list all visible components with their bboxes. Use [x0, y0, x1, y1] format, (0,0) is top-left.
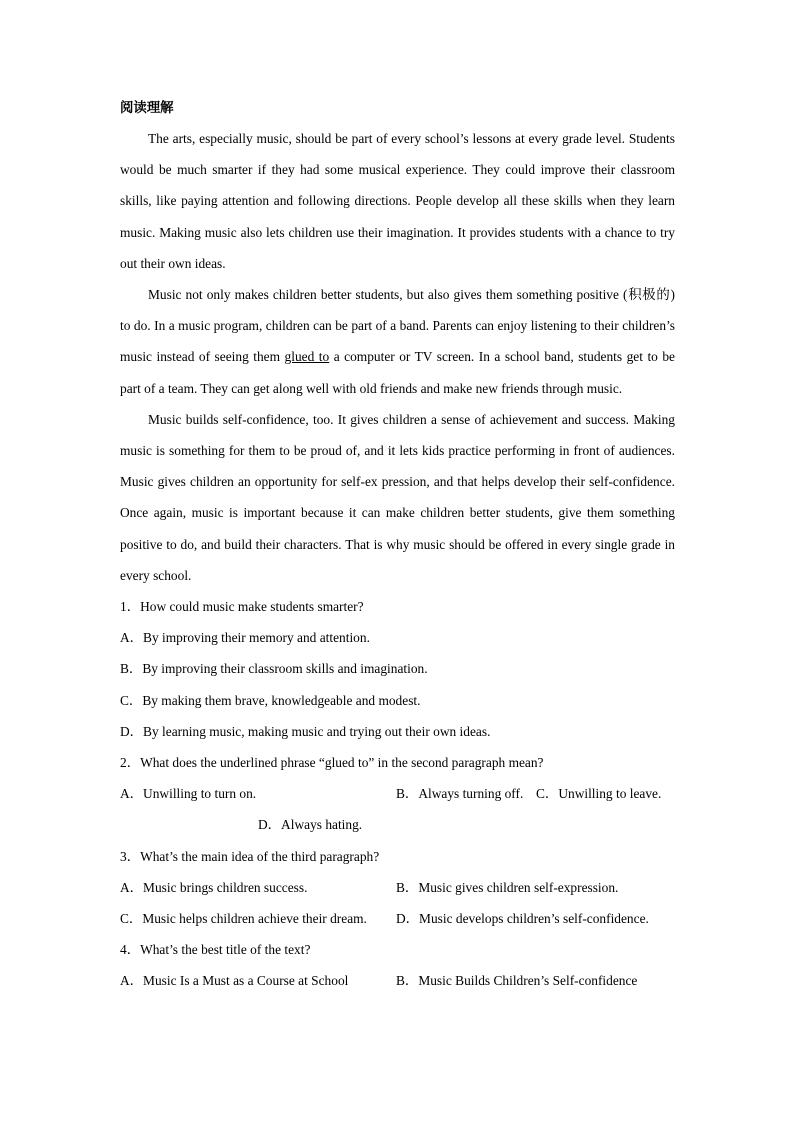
- question-2-option-d: D．Always hating.: [258, 817, 363, 833]
- question-4-option-b: B．Music Builds Children’s Self-confidence: [396, 973, 638, 989]
- underlined-phrase: glued to: [284, 349, 330, 365]
- passage-paragraph-1: The arts, especially music, should be part of every school’s lessons at every grade level. Students would be much smarter if they had some musical experience. They could improve their classroom skills, like paying attention and following directions. People develop all these skills when they learn music. Making music also lets children use their imagination. It provides students with a chance to try out their own ideas.: [120, 131, 675, 271]
- question-3-option-d: D．Music develops children’s self-confidence.: [396, 911, 649, 927]
- paragraph-2-text-after: a computer or TV screen. In a school band, students get to be part of a team. They can get along well with old friends and make new friends through music.: [120, 349, 676, 396]
- question-2-option-a: A．Unwilling to turn on.: [120, 786, 257, 802]
- question-3-stem: 3．What’s the main idea of the third paragraph?: [120, 848, 380, 864]
- question-1-stem: 1．How could music make students smarter?: [120, 599, 364, 615]
- document-page: [120, 92, 675, 997]
- question-2-option-b: B．Always turning off.: [396, 786, 524, 802]
- question-1-option-d: D．By learning music, making music and trying out their own ideas.: [120, 723, 491, 739]
- question-1-option-b: B．By improving their classroom skills and imagination.: [120, 661, 428, 677]
- question-4-option-a: A．Music Is a Must as a Course at School: [120, 973, 349, 989]
- question-4-stem: 4．What’s the best title of the text?: [120, 942, 311, 958]
- question-3-option-a: A．Music brings children success.: [120, 879, 308, 895]
- section-heading: 阅读理解: [120, 100, 174, 115]
- question-3-options-row-2: [120, 903, 675, 934]
- question-3-options-row-1: [120, 872, 675, 903]
- question-1-option-c: C．By making them brave, knowledgeable and modest.: [120, 692, 421, 708]
- passage-paragraph-3: Music builds self-confidence, too. It gives children a sense of achievement and success. Making music is something for them to be proud of, and it lets kids practice performing in front of audiences. Music gives children an opportunity for self-ex pression, and that helps develop their self-confidence. Once again, music is important because it can make children better students, give them something positive to do, and build their characters. That is why music should be offered in every single grade in every school.: [120, 411, 675, 583]
- passage-paragraph-2: [120, 279, 675, 404]
- question-1-option-a: A．By improving their memory and attention.: [120, 630, 370, 646]
- question-3-option-c: C．Music helps children achieve their dream.: [120, 911, 367, 927]
- question-4-options-row: [120, 965, 675, 996]
- paragraph-2-text-before: Music not only makes children better students, but also gives them something positive (积极的) to do. In a music program, children can be part of a band. Parents can enjoy listening to their children’s music instead of seeing them: [120, 287, 675, 365]
- question-2-options-row: [120, 778, 675, 809]
- question-3-option-b: B．Music gives children self-expression.: [396, 879, 619, 895]
- question-2-option-c: C．Unwilling to leave.: [536, 786, 662, 802]
- question-2-stem: 2．What does the underlined phrase “glued to” in the second paragraph mean?: [120, 755, 544, 771]
